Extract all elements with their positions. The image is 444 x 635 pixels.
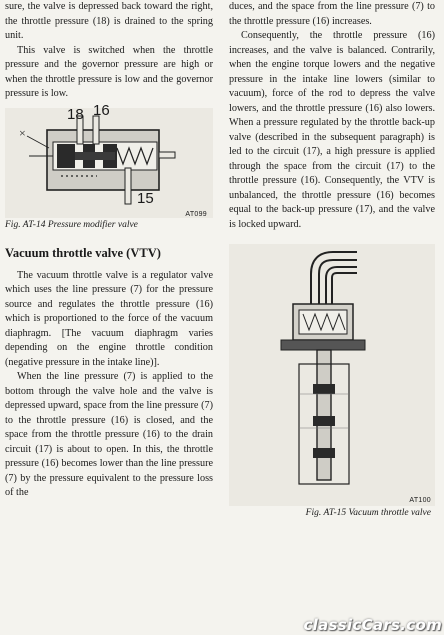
label-16: 16 [93,101,110,119]
left-column [5,0,213,501]
right-column [229,0,435,521]
paragraph: The vacuum throttle valve is a regulator valve which uses the line pressure (7) for the pressure source and regulates the throttle pressure (16) which is proportioned to the force of the vacuum diaphragm. [The vacuum diaphragm varies depending on the engine throttle condition (negative pressure in the intake line)]. [5,269,213,368]
paragraph: When the line pressure (7) is applied to the bottom through the valve hole and the valve is depressed upward, space from the line pressure (7) to the throttle pressure (16) is closed, and the space from the throttle pressure (16) to the drain circuit (17) is about to open. In this, the throttle pressure (16) becomes lower than the line pressure (7) by the pressure equivalent to the pressure loss of the [5,371,213,498]
vacuum-throttle-valve-diagram [229,244,435,506]
label-15: 15 [137,189,154,207]
label-18: 18 [67,105,84,123]
figure-caption: Fig. AT-14 Pressure modifier valve [5,219,138,230]
pressure-modifier-valve-diagram [5,105,213,218]
figure-id: AT100 [409,497,431,504]
paragraph: Consequently, the throttle pressure (16) increases, and the valve is balanced. Contrarily, when the engine torque lowers and the negative pressure in the intake line lowers (similar to vacuum), force of the rod to depress the valve lowers, and the throttle pressure (16) also lowers. When a pressure regulated by the throttle back-up valve (described in the subsequent paragraph) is led to the circuit (17), a high pressure is applied through the space from the circuit (17) to the throttle pressure (16). Consequently, the VTV is unbalanced, the throttle pressure (16) becomes equal to the back-up pressure (17), and the valve is locked upward. [229,30,435,230]
figure-at15 [229,244,435,506]
paragraph: This valve is switched when the throttle pressure and the governor pressure are high or when the throttle pressure is low and the governor pressure is low. [5,44,213,99]
figure-at14 [5,101,213,218]
section-heading: Vacuum throttle valve (VTV) [5,246,161,260]
figure-id: AT099 [185,210,207,218]
figure-caption: Fig. AT-15 Vacuum throttle valve [305,508,431,518]
label-x: × [19,125,26,140]
paragraph: sure, the valve is depressed back toward the right, the throttle pressure (18) is drained to the spring unit. [5,1,213,41]
paragraph: duces, and the space from the line pressure (7) to the throttle pressure (16) increases. [229,1,435,27]
watermark: classicCars.com [303,616,442,634]
